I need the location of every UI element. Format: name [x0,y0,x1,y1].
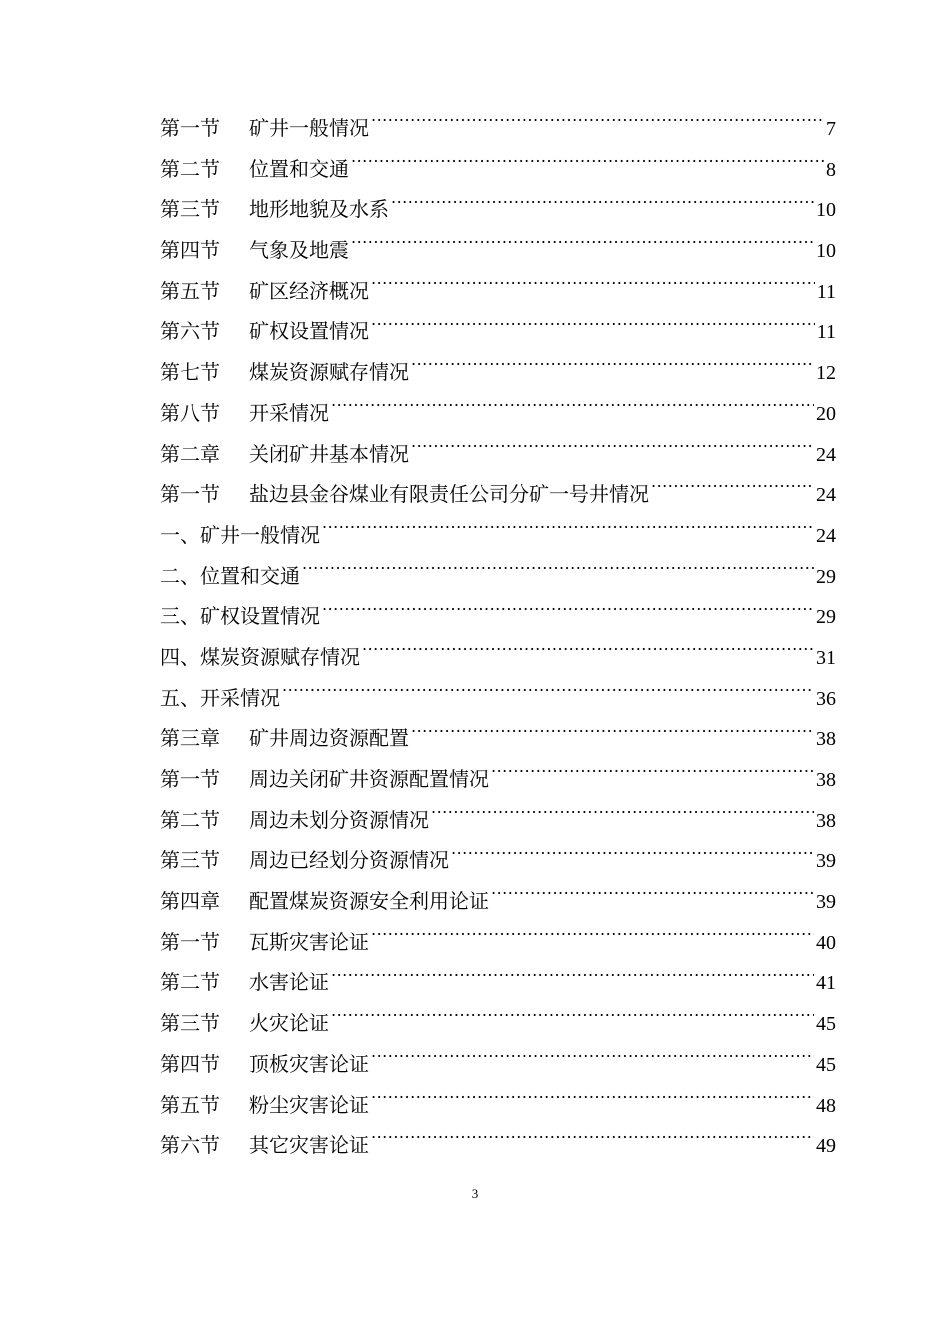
toc-entry-label [160,678,280,719]
page-number: 3 [471,1186,479,1201]
toc-entry-number: 第三节 [160,1011,220,1036]
toc-entry-page: 12 [816,362,836,385]
toc-entry-title: 煤炭资源赋存情况 [249,360,409,385]
toc-entry-number: 第七节 [160,360,220,385]
toc-entry-label [160,759,489,800]
toc-entry-title: 矿权设置情况 [249,319,369,344]
toc-entry-label [160,311,369,352]
toc-entry[interactable] [160,474,836,515]
toc-entry-title: 关闭矿井基本情况 [249,441,409,466]
toc-dot-leader [331,1010,814,1030]
toc-entry-title: 地形地貌及水系 [249,197,389,222]
toc-entry-title: 二、位置和交通 [160,563,300,588]
toc-entry[interactable] [160,1044,836,1085]
toc-entry-page: 31 [816,646,836,669]
toc-entry-page: 7 [826,118,836,140]
toc-entry-number: 第一节 [160,929,220,954]
toc-dot-leader [351,237,814,257]
toc-entry-title: 火灾论证 [249,1011,329,1036]
toc-entry-title: 其它灾害论证 [249,1133,369,1158]
toc-dot-leader [371,1051,814,1071]
toc-entry-page: 38 [816,809,836,832]
toc-entry-page: 24 [816,484,836,507]
toc-entry[interactable] [160,962,836,1003]
toc-entry[interactable] [160,393,836,434]
toc-entry-title: 周边未划分资源情况 [249,807,429,832]
toc-entry[interactable] [160,230,836,271]
toc-entry[interactable] [160,434,836,475]
toc-entry-page: 39 [816,891,836,914]
toc-entry-label [160,189,389,230]
toc-entry-label [160,1044,369,1085]
toc-entry-page: 40 [816,931,836,954]
toc-dot-leader [371,1092,814,1112]
toc-entry-title: 粉尘灾害论证 [249,1092,369,1117]
toc-entry[interactable] [160,800,836,841]
toc-entry-number: 第一节 [160,767,220,791]
toc-entry-label [160,352,409,393]
toc-entry-label [160,1085,369,1126]
toc-entry-title: 矿井周边资源配置 [249,726,409,751]
toc-entry-label [160,515,320,556]
toc-entry-title: 开采情况 [249,400,329,425]
toc-entry-number: 第三节 [160,848,220,873]
toc-dot-leader [362,644,814,664]
toc-entry[interactable] [160,881,836,922]
toc-entry-number: 第四章 [160,889,220,914]
toc-entry-title: 瓦斯灾害论证 [249,929,369,954]
toc-entry-page: 45 [816,1013,836,1036]
toc-entry-label [160,922,369,963]
toc-entry[interactable] [160,637,836,678]
toc-entry-number: 第六节 [160,319,220,344]
toc-entry-title: 位置和交通 [249,156,349,181]
toc-entry[interactable] [160,108,836,149]
toc-entry-page: 24 [816,443,836,466]
toc-entry-label [160,881,489,922]
toc-entry[interactable] [160,271,836,312]
toc-entry[interactable] [160,840,836,881]
toc-dot-leader [391,196,814,216]
toc-entry-title: 盐边县金谷煤业有限责任公司分矿一号井情况 [249,482,649,507]
toc-entry[interactable] [160,718,836,759]
toc-dot-leader [491,766,814,786]
toc-entry[interactable] [160,1003,836,1044]
toc-entry-page: 48 [816,1094,836,1117]
toc-entry-page: 20 [816,402,836,425]
toc-dot-leader [322,522,814,542]
toc-entry-number: 第二节 [160,970,220,995]
toc-entry-page: 36 [816,687,836,710]
toc-dot-leader [371,318,815,338]
toc-entry[interactable] [160,1125,836,1166]
toc-entry-page: 29 [816,565,836,588]
toc-entry[interactable] [160,759,836,800]
toc-entry-label [160,840,449,881]
toc-entry-number: 第八节 [160,400,220,425]
toc-entry-title: 三、矿权设置情况 [160,604,320,629]
toc-entry-title: 水害论证 [249,970,329,995]
toc-entry-title: 配置煤炭资源安全利用论证 [249,889,489,914]
toc-entry-page: 39 [816,850,836,873]
toc-entry-page: 29 [816,606,836,629]
toc-entry-label [160,556,300,597]
toc-entry-number: 第四节 [160,238,220,263]
toc-dot-leader [371,1132,814,1152]
toc-entry-number: 第五节 [160,1092,220,1117]
toc-dot-leader [431,807,814,827]
toc-entry-number: 第五节 [160,278,220,303]
toc-entry-page: 10 [816,199,836,222]
toc-entry-page: 49 [816,1135,836,1158]
toc-entry-number: 第二节 [160,156,220,181]
toc-dot-leader [322,603,814,623]
toc-entry-number: 第一节 [160,116,220,140]
toc-entry-label [160,149,349,190]
toc-dot-leader [411,359,814,379]
toc-entry-label [160,271,369,312]
toc-dot-leader [411,725,814,745]
toc-dot-leader [331,969,814,989]
toc-entry[interactable] [160,1085,836,1126]
toc-entry-label [160,434,409,475]
toc-entry-title: 矿井一般情况 [249,116,369,140]
toc-dot-leader [371,929,814,949]
toc-dot-leader [331,400,814,420]
toc-entry-page: 45 [816,1053,836,1076]
toc-entry-label [160,1125,369,1166]
toc-entry[interactable] [160,311,836,352]
toc-entry-label [160,800,429,841]
toc-dot-leader [371,278,815,298]
toc-dot-leader [411,441,814,461]
toc-entry-title: 周边已经划分资源情况 [249,848,449,873]
toc-entry-page: 24 [816,524,836,547]
toc-entry-label [160,1003,329,1044]
toc-entry-number: 第二章 [160,441,220,466]
toc-entry-number: 第四节 [160,1051,220,1076]
toc-entry-title: 周边关闭矿井资源配置情况 [249,767,489,791]
toc-entry-number: 第三章 [160,726,220,751]
toc-entry-label [160,230,349,271]
toc-entry[interactable] [160,678,836,719]
toc-entry-page: 38 [816,769,836,791]
toc-entry[interactable] [160,556,836,597]
toc-entry-page: 38 [816,728,836,751]
toc-entry-title: 气象及地震 [249,238,349,263]
toc-dot-leader [351,156,824,176]
toc-entry-number: 第二节 [160,807,220,832]
toc-entry[interactable] [160,149,836,190]
toc-entry-number: 第一节 [160,482,220,507]
toc-dot-leader [651,481,814,501]
toc-entry-page: 8 [826,158,836,181]
toc-entry-page: 10 [816,240,836,263]
toc-entry-label [160,108,369,149]
toc-entry-title: 四、煤炭资源赋存情况 [160,644,360,669]
toc-entry[interactable] [160,596,836,637]
toc-entry-label [160,596,320,637]
toc-dot-leader [491,888,814,908]
toc-entry[interactable] [160,515,836,556]
toc-entry-label [160,637,360,678]
toc-entry-page: 11 [816,280,836,303]
toc-dot-leader [451,847,814,867]
toc-entry-title: 顶板灾害论证 [249,1051,369,1076]
toc-entry-title: 五、开采情况 [160,685,280,710]
toc-entry[interactable] [160,189,836,230]
toc-entry-number: 第六节 [160,1133,220,1158]
toc-entry-label [160,962,329,1003]
toc-entry[interactable] [160,352,836,393]
toc-entry[interactable] [160,922,836,963]
toc-entry-title: 一、矿井一般情况 [160,522,320,547]
toc-entry-label [160,718,409,759]
toc-entry-label [160,474,649,515]
toc-entry-page: 11 [816,321,836,344]
toc-entry-label [160,393,329,434]
toc-entry-page: 41 [816,972,836,995]
toc-dot-leader [371,115,824,135]
toc-dot-leader [282,685,814,705]
table-of-contents [160,108,836,1166]
toc-entry-title: 矿区经济概况 [249,278,369,303]
toc-entry-number: 第三节 [160,197,220,222]
toc-dot-leader [302,563,814,583]
